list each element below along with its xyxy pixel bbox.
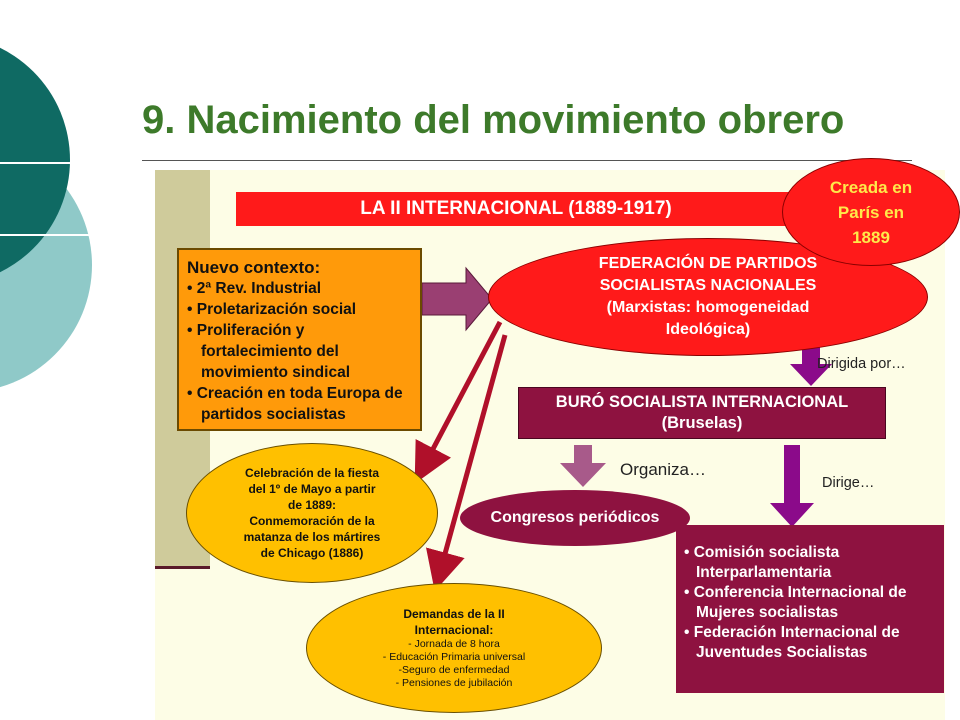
celebracion-line: matanza de los mártires xyxy=(243,530,381,544)
arrow-context-to-federation xyxy=(422,268,492,330)
organization-item: • Comisión socialista Interparlamentaria xyxy=(684,544,840,581)
demandas-heading: Internacional: xyxy=(414,623,494,637)
celebracion-ellipse xyxy=(186,443,438,583)
context-box xyxy=(177,248,422,431)
buro-box xyxy=(518,387,886,439)
demandas-item: - Pensiones de jubilación xyxy=(395,677,513,689)
organiza-label: Organiza… xyxy=(620,460,706,479)
arrow-dirige xyxy=(770,445,814,527)
federation-line: FEDERACIÓN DE PARTIDOS xyxy=(598,255,818,272)
demandas-item: - Educación Primaria universal xyxy=(382,651,526,663)
federation-line: (Marxistas: homogeneidad xyxy=(606,299,810,316)
creada-line: 1889 xyxy=(852,227,890,247)
context-item: • Proliferación y fortalecimiento del movimiento sindical xyxy=(187,322,351,381)
dirige-label: Dirige… xyxy=(822,475,875,491)
demandas-heading: Demandas de la II xyxy=(403,607,505,621)
buro-line: BURÓ SOCIALISTA INTERNACIONAL xyxy=(555,393,849,411)
creada-line: Creada en xyxy=(829,177,913,197)
celebracion-line: Celebración de la fiesta xyxy=(244,466,380,480)
demandas-item: -Seguro de enfermedad xyxy=(398,664,510,676)
creada-line: París en xyxy=(837,202,905,222)
celebracion-line: de Chicago (1886) xyxy=(260,546,364,560)
context-item: • 2ª Rev. Industrial xyxy=(187,280,322,297)
creada-ellipse xyxy=(782,158,960,266)
demandas-item: - Jornada de 8 hora xyxy=(408,638,500,650)
celebracion-line: Conmemoración de la xyxy=(249,514,375,528)
federation-line: Ideológica) xyxy=(665,321,751,338)
arrow-organiza xyxy=(560,445,606,487)
context-heading: Nuevo contexto: xyxy=(187,258,321,277)
context-item: • Creación en toda Europa de partidos socialistas xyxy=(187,385,403,423)
federation-line: SOCIALISTAS NACIONALES xyxy=(599,277,817,294)
congresos-ellipse: Congresos periódicos xyxy=(460,490,690,546)
dirigida-label: Dirigida por… xyxy=(817,356,906,372)
page-title: 9. Nacimiento del movimiento obrero xyxy=(142,98,845,142)
organization-item: • Federación Internacional de Juventudes Socialistas xyxy=(684,624,900,661)
celebracion-line: de 1889: xyxy=(287,498,337,512)
organizations-box xyxy=(676,525,944,693)
buro-line: (Bruselas) xyxy=(661,414,743,432)
demandas-ellipse xyxy=(306,583,602,713)
context-item: • Proletarización social xyxy=(187,301,357,318)
organization-item: • Conferencia Internacional de Mujeres socialistas xyxy=(684,584,907,621)
celebracion-line: del 1º de Mayo a partir xyxy=(248,482,376,496)
banner-ii-internacional: LA II INTERNACIONAL (1889-1917) xyxy=(236,192,796,226)
